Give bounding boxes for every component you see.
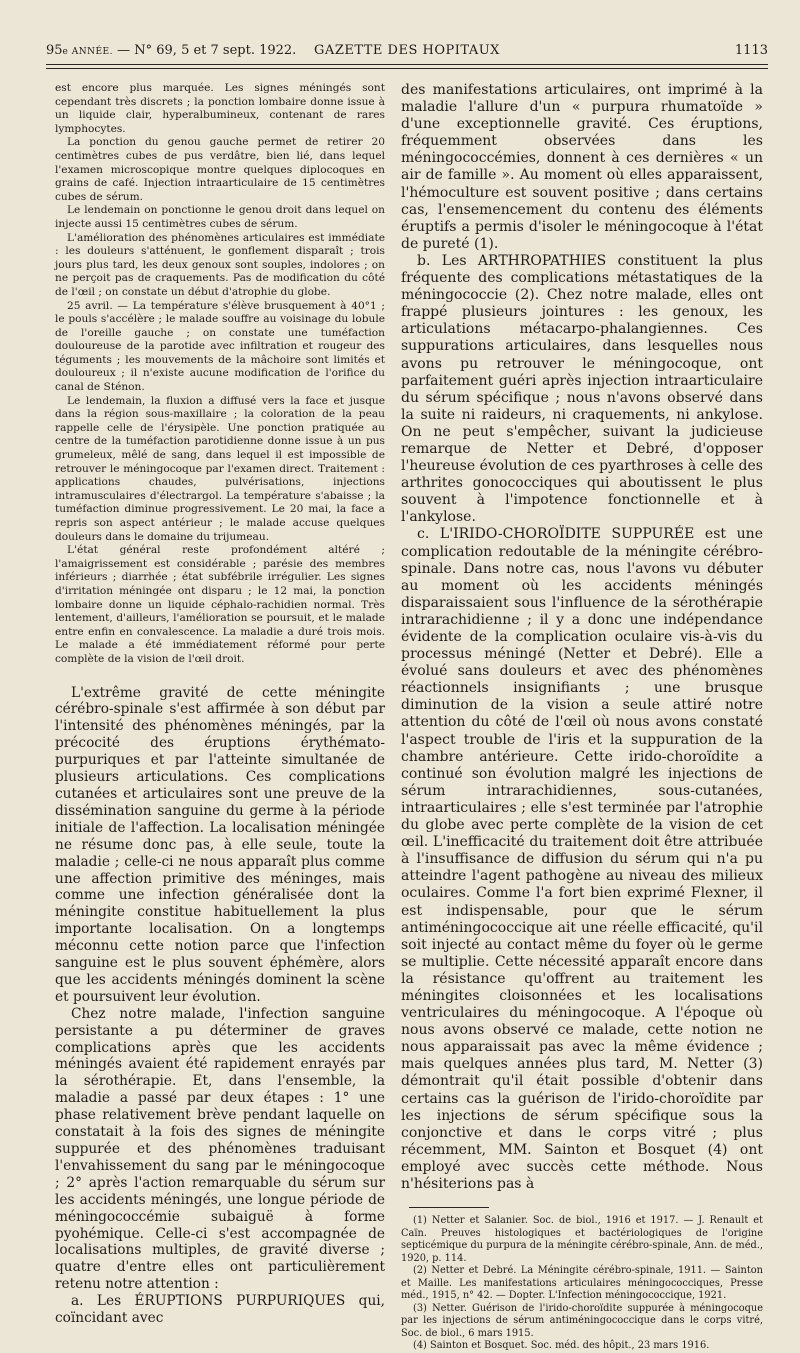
header-rule-thin xyxy=(46,68,768,69)
body-paragraph: b. Les ARTHROPATHIES constituent la plus fréquente des complications métastatiques de la méningococcie (2). Chez notre malade, elles ont frappé plusieurs jointures : les genoux, les articulations métacarpo-phalangiennes. Ces suppurations articulaires, dans lesquelles nous avons pu retrouver le méningocoque, ont parfaitement guéri après injection intraarticulaire du sérum spécifique ; nous n'avons observé dans la suite ni raideurs, ni craquements, ni ankylose. On ne peut s'empêcher, suivant la judicieuse remarque de Netter et Debré, d'opposer l'heureuse évolution de ces pyarthroses à celle des arthrites gonococciques qui aboutissent le plus souvent à l'impotence fonctionnelle et à l'ankylose. xyxy=(401,252,763,526)
issue-number: 95 xyxy=(46,43,63,58)
body-paragraph: Chez notre malade, l'infection sanguine persistante a pu déterminer de graves complications après que les accidents méningés avaient été rapidement enrayés par la sérothérapie. Et, dans l'ensemble, la maladie a passé par deux étapes : 1° une phase relativement brève pendant laquelle on constatait à la fois des signes de méningite suppurée et des phénomènes traduisant l'envahissement du sang par le méningocoque ; 2° après l'action remarquable du sérum sur les accidents méningés, une longue période de méningococcémie subaiguë à forme pyohémique. Celle-ci s'est accompagnée de localisations multiples, de gravité diverse ; quatre d'entre elles ont particulièrement retenu notre attention : xyxy=(55,1005,385,1293)
page-header xyxy=(46,43,768,61)
footnote: (4) Sainton et Bosquet. Soc. méd. des hôpit., 23 mars 1916. xyxy=(413,1340,710,1352)
journal-title: GAZETTE DES HOPITAUX xyxy=(314,43,500,58)
left-column xyxy=(55,82,385,1327)
case-paragraph: Le lendemain on ponctionne le genou droit dans lequel on injecte aussi 15 centimètres cubes de sérum. xyxy=(55,204,385,230)
discussion-continued xyxy=(401,82,763,1193)
discussion xyxy=(55,685,385,1327)
footnotes xyxy=(401,1215,763,1353)
body-paragraph: L'extrême gravité de cette méningite cérébro-spinale s'est affirmée à son début par l'intensité des phénomènes méningés, par la précocité des éruptions érythémato-purpuriques et par l'atteinte simultanée de plusieurs articulations. Ces complications cutanées et articulaires sont une preuve de la dissémination sanguine du germe à la période initiale de l'affection. La localisation méningée ne résume donc pas, à elle seule, toute la maladie ; celle-ci ne nous apparaît plus comme une affection primitive des méninges, mais comme une infection généralisée dont la méningite constitue habituellement la plus importante localisation. On a longtemps méconnu cette notion parce que l'infection sanguine est le plus souvent éphémère, alors que les accidents méningés dominent la scène et poursuivent leur évolution. xyxy=(55,684,385,1005)
case-report xyxy=(55,82,385,667)
footnote-separator xyxy=(409,1207,489,1208)
right-column xyxy=(401,82,763,1353)
footnote: (1) Netter et Salanier. Soc. de biol., 1916 et 1917. — J. Renault et Caïn. Preuves histologiques et bactériologiques de l'origine septicémique du purpura de la méningite cérébro-spinale, Ann. de méd., 1920, p. 114. xyxy=(401,1215,763,1264)
body-paragraph: a. Les ÉRUPTIONS PURPURIQUES qui, coïncidant avec xyxy=(55,1293,385,1327)
header-rule-thick xyxy=(46,64,768,65)
case-paragraph: est encore plus marquée. Les signes méningés sont cependant très discrets ; la ponction lombaire donne issue à un liquide clair, hyperalbumineux, contenant de rares lymphocytes. xyxy=(55,82,385,135)
footnote: (3) Netter. Guérison de l'irido-choroïdite suppurée à méningocoque par les injections de sérum antiméningococcique dans le corps vitré, Soc. de biol., 6 mars 1915. xyxy=(401,1302,763,1339)
issue-suffix: e ANNÉE. xyxy=(62,47,113,57)
case-paragraph: L'état général reste profondément altéré ; l'amaigrissement est considérable ; parésie des membres inférieurs ; diarrhée ; état subfébrile irrégulier. Les signes d'irritation méningée ont disparu ; le 12 mai, la ponction lombaire donne un liquide céphalo-rachidien normal. Très lentement, d'ailleurs, l'amélioration se poursuit, et le malade entre enfin en convalescence. La maladie a duré trois mois. Le malade a été immédiatement réformé pour perte complète de la vision de l'œil droit. xyxy=(55,544,385,665)
body-paragraph: c. L'IRIDO-CHOROÏDITE SUPPURÉE est une complication redoutable de la méningite cérébro-spinale. Dans notre cas, nous l'avons vu débuter au moment où les accidents méningés disparaissaient sous l'influence de la sérothérapie intrarachidienne ; il y a donc une indépendance évidente de la complication oculaire vis-à-vis du processus méningé (Netter et Debré). Elle a évolué sans douleurs et avec des phénomènes réactionnels insignifiants ; une brusque diminution de la vision a seule attiré notre attention du côté de l'œil où nous avons constaté l'aspect trouble de l'iris et la suppuration de la chambre antérieure. Cette irido-choroïdite a continué son évolution malgré les injections de sérum intrarachidiennes, sous-cutanées, intraarticulaires ; elle s'est terminée par l'atrophie du globe avec perte complète de la vision de cet œil. L'inefficacité du traitement doit être attribuée à l'insuffisance de diffusion du sérum qui n'a pu atteindre l'agent pathogène au niveau des milieux oculaires. Comme l'a fort bien exprimé Flexner, il est indispensable, pour que le sérum antiméningococcique ait une réelle efficacité, qu'il soit injecté au contact même du foyer où le germe se multiplie. Cette nécessité apparaît encore dans la résistance qu'offrent au traitement les méningites cloisonnées et les localisations ventriculaires du méningocoque. A l'époque où nous avons observé ce malade, cette notion ne nous apparaissait pas avec la même évidence ; mais quelques années plus tard, M. Netter (3) démontrait qu'il était possible d'obtenir dans certains cas la guérison de l'irido-choroïdite par les injections de sérum spécifique sous la conjonctive et dans le corps vitré ; plus récemment, MM. Sainton et Bosquet (4) ont employé avec succès cette méthode. Nous n'hésiterions pas à xyxy=(401,526,763,1192)
footnote: (2) Netter et Debré. La Méningite cérébro-spinale, 1911. — Sainton et Maille. Les manifestations articulaires méningococciques, Presse méd., 1915, n° 42. — Dopter. L'Infection méningococcique, 1921. xyxy=(401,1265,763,1302)
case-paragraph: 25 avril. — La température s'élève brusquement à 40°1 ; le pouls s'accélère ; le malade souffre au voisinage du lobule de l'oreille gauche ; on constate une tuméfaction douloureuse de la parotide avec infiltration et rougeur des téguments ; les mouvements de la mâchoire sont limités et douloureux ; il n'existe aucune modification de l'orifice du canal de Sténon. xyxy=(55,299,385,394)
case-paragraph: Le lendemain, la fluxion a diffusé vers la face et jusque dans la région sous-maxillaire ; la coloration de la peau rappelle celle de l'érysipèle. Une ponction pratiquée au centre de la tuméfaction parotidienne donne issue à un pus grumeleux, mêlé de sang, dans lequel il est impossible de retrouver le méningocoque par l'examen direct. Traitement : applications chaudes, pulvérisations, injections intramusculaires d'électrargol. La température s'abaisse ; la tuméfaction diminue progressivement. Le 20 mai, la face a repris son aspect antérieur ; le malade accuse quelques douleurs dans le domaine du trijumeau. xyxy=(55,394,385,543)
case-paragraph: L'amélioration des phénomènes articulaires est immédiate : les douleurs s'atténuent, le gonflement disparaît ; trois jours plus tard, les deux genoux sont souples, indolores ; on ne perçoit pas de craquements. Pas de modification du côté de l'œil ; on constate un début d'atrophie du globe. xyxy=(55,231,385,298)
case-paragraph: La ponction du genou gauche permet de retirer 20 centimètres cubes de pus verdâtre, bien lié, dans lequel l'examen microscopique montre quelques diplocoques en grains de café. Injection intraarticulaire de 15 centimètres cubes de sérum. xyxy=(55,136,385,203)
number-date: — N° 69, 5 et 7 sept. 1922. xyxy=(117,43,297,58)
page-number: 1113 xyxy=(734,43,768,58)
body-paragraph: des manifestations articulaires, ont imprimé à la maladie l'allure d'un « purpura rhumatoïde » d'une exceptionnelle gravité. Ces éruptions, fréquemment observées dans les méningococcémies, donnent à ces dernières « un air de famille ». Au moment où elles apparaissent, l'hémoculture est souvent positive ; dans certains cas, l'ensemencement du contenu des éléments éruptifs a permis d'isoler le méningocoque à l'état de pureté (1). xyxy=(401,82,763,252)
